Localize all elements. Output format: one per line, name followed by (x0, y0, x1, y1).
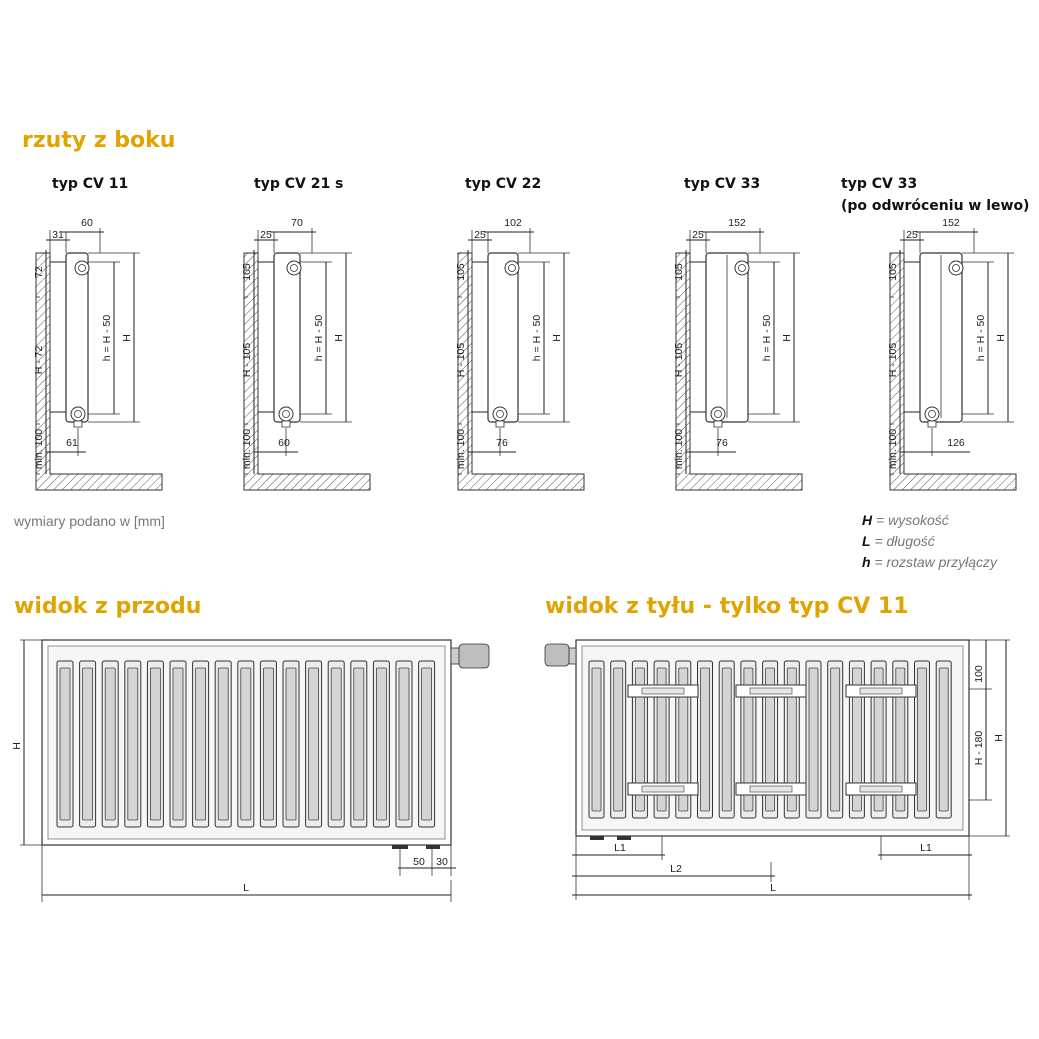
legend (862, 512, 998, 570)
gap-dimension: 25 (474, 229, 486, 241)
H-label: H (551, 334, 563, 342)
depth-dimension: 70 (291, 217, 303, 229)
gap-dimension: 25 (692, 229, 704, 241)
gap-dimension: 25 (260, 229, 272, 241)
front-rib-inner (241, 668, 251, 820)
h-label: h = H - 50 (761, 314, 773, 362)
top-offset-dimension: 105 (241, 263, 253, 281)
front-rib-inner (60, 668, 70, 820)
middle-dimension: H - 105 (887, 342, 899, 378)
top-offset-dimension: 105 (887, 263, 899, 281)
top-connection-icon (505, 261, 519, 275)
side-views (33, 176, 1029, 490)
front-ribs (57, 661, 435, 827)
back-H-label: H (993, 734, 1005, 742)
front-valve-connector (451, 648, 459, 664)
H-label: H (995, 334, 1007, 342)
back-rib-inner (614, 668, 623, 811)
back-view (545, 640, 1010, 900)
side-view-5 (841, 176, 1029, 490)
radiator-side-body (488, 253, 518, 422)
front-view-heading: widok z przodu (14, 594, 202, 619)
middle-dimension: H - 105 (241, 342, 253, 378)
connection-dimension: 76 (716, 437, 728, 449)
back-view-heading: widok z tyłu - tylko typ CV 11 (545, 594, 909, 619)
front-view (11, 640, 489, 902)
front-bottom-connector-1 (392, 845, 408, 849)
floor-clearance-dimension: min. 100 (455, 428, 467, 470)
side-view-3 (455, 176, 584, 490)
back-thermostatic-head (545, 644, 569, 666)
top-offset-dimension: 72 (33, 266, 45, 278)
radiator-side-body (274, 253, 300, 422)
h-label: h = H - 50 (531, 314, 543, 362)
front-L-label: L (243, 882, 249, 894)
back-rib-inner (809, 668, 818, 811)
back-rib-inner (722, 668, 731, 811)
front-rib-inner (331, 668, 341, 820)
bottom-connection-icon (711, 407, 725, 421)
front-rib-inner (105, 668, 115, 820)
front-rib-inner (218, 668, 228, 820)
H-label: H (333, 334, 345, 342)
back-bottom-connector-2 (617, 836, 631, 840)
side-view-subtitle: (po odwróceniu w lewo) (841, 198, 1030, 214)
units-note: wymiary podano w [mm] (14, 513, 165, 529)
front-bottom-connector-2 (426, 845, 440, 849)
h-label: h = H - 50 (101, 314, 113, 362)
front-rib-inner (83, 668, 93, 820)
depth-dimension: 152 (942, 217, 960, 229)
back-rib-inner (831, 668, 840, 811)
side-view-2 (241, 176, 370, 490)
bottom-connection-icon (71, 407, 85, 421)
front-rib-inner (376, 668, 386, 820)
front-rib-inner (309, 668, 319, 820)
middle-dimension: H - 72 (33, 345, 45, 375)
back-valve-connector (569, 648, 576, 664)
top-connection-icon (949, 261, 963, 275)
floor-clearance-dimension: min. 100 (241, 428, 253, 470)
connection-dimension: 126 (947, 437, 965, 449)
depth-dimension: 102 (504, 217, 522, 229)
back-L-label: L (770, 882, 776, 894)
side-view-title: typ CV 33 (841, 176, 918, 192)
side-view-title: typ CV 33 (684, 176, 761, 192)
side-view-title: typ CV 11 (52, 176, 129, 192)
top-connection-icon (75, 261, 89, 275)
front-rib-inner (150, 668, 160, 820)
front-rib-inner (399, 668, 409, 820)
back-rib-inner (939, 668, 948, 811)
side-view-4 (673, 176, 802, 490)
depth-dimension: 152 (728, 217, 746, 229)
gap-dimension: 25 (906, 229, 918, 241)
top-connection-icon (735, 261, 749, 275)
front-rib-inner (173, 668, 183, 820)
legend-item-h: h = rozstaw przyłączy (862, 554, 997, 570)
top-connection-icon (287, 261, 301, 275)
back-L1-right-label: L1 (920, 842, 932, 854)
middle-dimension: H - 105 (673, 342, 685, 378)
side-view-1 (33, 176, 162, 490)
wall-and-floor (458, 253, 584, 490)
H-label: H (781, 334, 793, 342)
depth-dimension: 60 (81, 217, 93, 229)
back-L1-left-label: L1 (614, 842, 626, 854)
radiator-side-body (66, 253, 88, 422)
front-rib-inner (286, 668, 296, 820)
front-dim-30: 30 (436, 856, 448, 868)
legend-item-H: H = wysokość (862, 512, 949, 528)
back-rib-inner (918, 668, 927, 811)
side-views-heading: rzuty z boku (22, 128, 176, 153)
front-H-label: H (11, 742, 23, 750)
connection-dimension: 60 (278, 437, 290, 449)
back-bottom-connector-1 (590, 836, 604, 840)
gap-dimension: 31 (52, 229, 64, 241)
floor-clearance-dimension: min. 100 (887, 428, 899, 470)
side-view-title: typ CV 21 s (254, 176, 344, 192)
back-rib-inner (701, 668, 710, 811)
legend-item-L: L = długość (862, 533, 935, 549)
floor-clearance-dimension: min. 100 (673, 428, 685, 470)
front-thermostatic-head (459, 644, 489, 668)
back-dim-H-180: H - 180 (973, 730, 985, 766)
back-L2-label: L2 (670, 863, 682, 875)
front-rib-inner (354, 668, 364, 820)
wall-and-floor (244, 253, 370, 490)
top-offset-dimension: 105 (673, 263, 685, 281)
front-rib-inner (422, 668, 432, 820)
side-view-title: typ CV 22 (465, 176, 542, 192)
wall-and-floor (36, 253, 162, 490)
bottom-connection-icon (493, 407, 507, 421)
middle-dimension: H - 105 (455, 342, 467, 378)
bottom-connection-icon (925, 407, 939, 421)
H-label: H (121, 334, 133, 342)
top-offset-dimension: 105 (455, 263, 467, 281)
connection-dimension: 76 (496, 437, 508, 449)
front-rib-inner (263, 668, 273, 820)
h-label: h = H - 50 (975, 314, 987, 362)
back-rib-inner (592, 668, 601, 811)
floor-clearance-dimension: min. 100 (33, 428, 45, 470)
connection-dimension: 61 (66, 437, 78, 449)
h-label: h = H - 50 (313, 314, 325, 362)
back-dim-100: 100 (973, 665, 985, 683)
front-rib-inner (128, 668, 138, 820)
front-rib-inner (196, 668, 206, 820)
bottom-connection-icon (279, 407, 293, 421)
front-dim-50: 50 (413, 856, 425, 868)
